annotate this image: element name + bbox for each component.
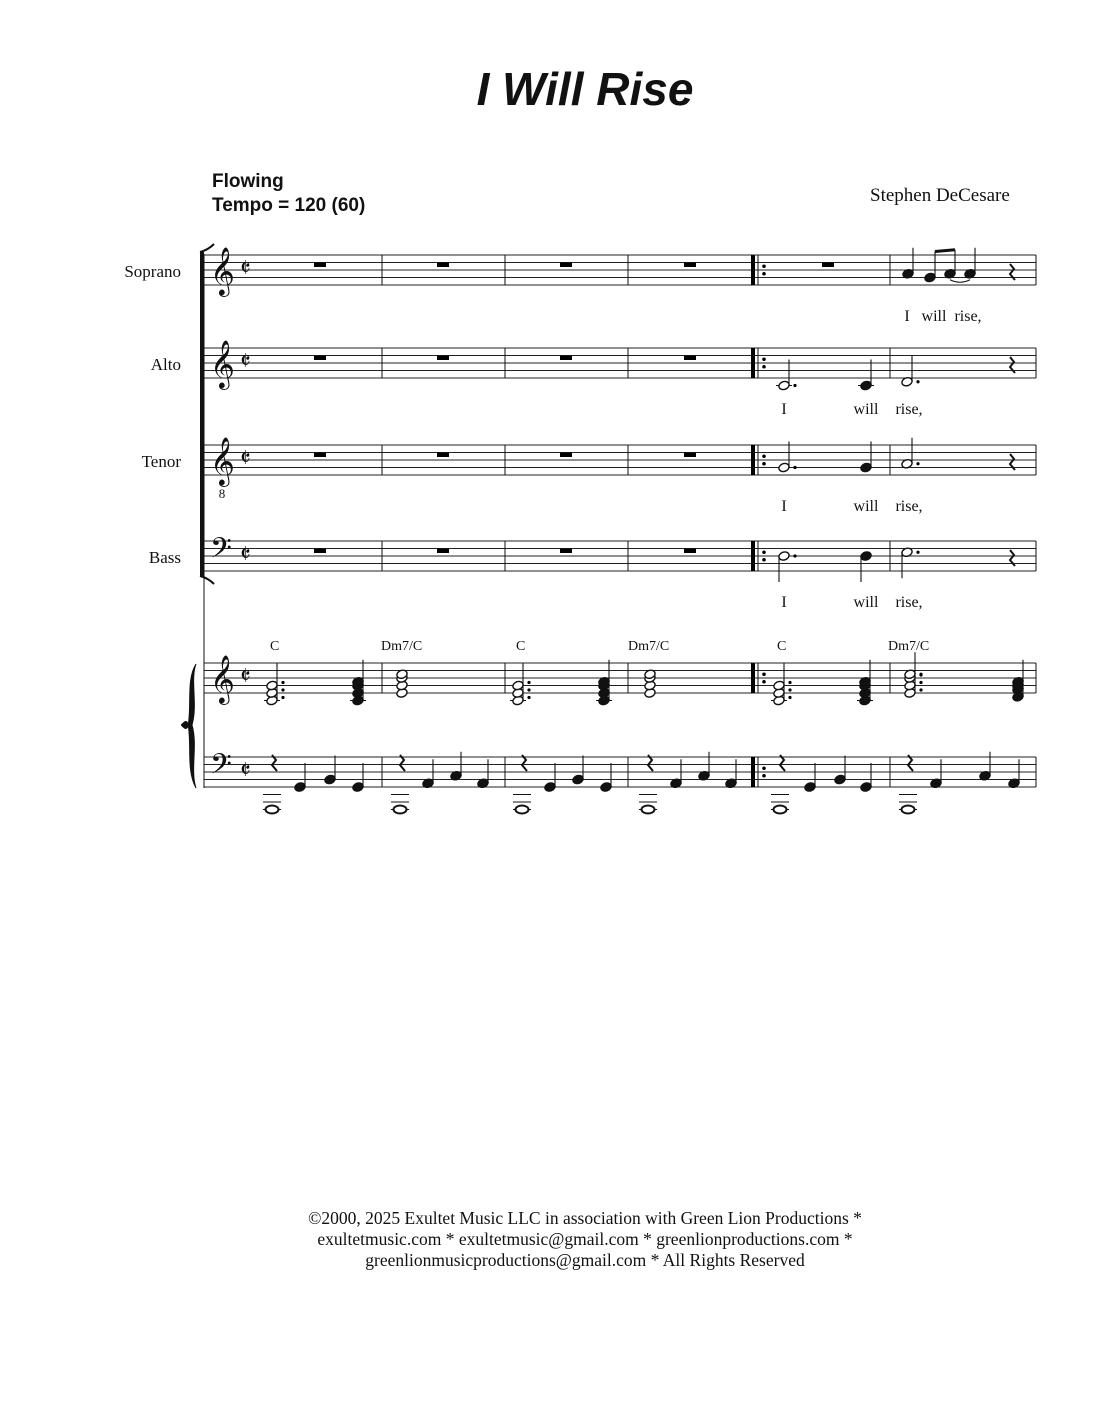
tenor-note (778, 462, 790, 473)
lyric-soprano-3: rise, (954, 308, 982, 325)
whole-rest (314, 549, 326, 554)
lyric-soprano-1: I (904, 308, 910, 325)
lyric-alto-2: will (853, 401, 879, 418)
whole-rest (560, 549, 572, 554)
repeat-dot (762, 766, 766, 770)
part-label-alto: Alto (150, 355, 181, 374)
whole-rest (437, 263, 449, 268)
cut-time-icon: 𝄵 (240, 540, 251, 568)
repeat-dot (762, 462, 766, 466)
repeat-thick-barline (751, 255, 755, 285)
whole-rest (560, 263, 572, 268)
augmentation-dot (788, 681, 791, 684)
repeat-dot (762, 357, 766, 361)
tempo-character: Flowing (212, 171, 284, 192)
cut-time-icon: 𝄵 (240, 347, 251, 375)
repeat-thick-barline (751, 348, 755, 378)
chord-symbol-6: Dm7/C (888, 639, 930, 654)
piano-bass-note (860, 782, 872, 793)
whole-rest (560, 453, 572, 458)
augmentation-dot (281, 681, 284, 684)
augmentation-dot (793, 466, 796, 469)
piano-bass-note (294, 782, 306, 793)
lyric-bass-1: I (781, 594, 787, 611)
lyric-bass-3: rise, (895, 594, 923, 611)
repeat-dot (762, 558, 766, 562)
alto-note (860, 380, 872, 391)
cut-time-icon: 𝄵 (240, 756, 251, 784)
augmentation-dot (919, 681, 922, 684)
whole-note (902, 806, 915, 814)
whole-rest (560, 356, 572, 361)
part-label-bass: Bass (148, 548, 181, 567)
augmentation-dot (788, 696, 791, 699)
piano-bass-note (572, 774, 584, 785)
whole-rest (684, 263, 696, 268)
copyright-line-3: greenlionmusicproductions@gmail.com * All Rights Reserved (365, 1250, 805, 1270)
treble-clef-icon: 𝄞 (210, 339, 235, 388)
augmentation-dot (527, 681, 530, 684)
repeat-dot (762, 672, 766, 676)
composer-name: Stephen DeCesare (870, 185, 1010, 206)
tie (950, 280, 970, 283)
tempo-metronome: Tempo = 120 (60) (212, 195, 366, 216)
lyric-alto-3: rise, (895, 401, 923, 418)
staves (204, 246, 1036, 788)
cut-time-icon: 𝄵 (240, 662, 251, 690)
whole-note (774, 806, 787, 814)
chord-symbol-1: C (270, 639, 280, 654)
lyric-soprano-2: will (921, 308, 947, 325)
repeat-thick-barline (751, 541, 755, 571)
repeat-dot (762, 454, 766, 458)
chord-symbol-5: C (777, 639, 787, 654)
repeat-dot (762, 774, 766, 778)
soprano-note (924, 272, 936, 283)
augmentation-dot (919, 673, 922, 676)
repeat-dot (762, 550, 766, 554)
lyric-tenor-3: rise, (895, 498, 923, 515)
bass-note (860, 551, 872, 562)
augmentation-dot (793, 554, 796, 557)
augmentation-dot (788, 688, 791, 691)
whole-rest (437, 356, 449, 361)
augmentation-dot (919, 688, 922, 691)
piano-bass-note (544, 782, 556, 793)
repeat-thick-barline (751, 445, 755, 475)
piano-bass-note (324, 774, 336, 785)
repeat-dot (762, 264, 766, 268)
lyric-tenor-1: I (781, 498, 787, 515)
repeat-dot (762, 680, 766, 684)
whole-rest (822, 263, 834, 268)
augmentation-dot (916, 551, 919, 554)
piano-bass-note (804, 782, 816, 793)
whole-note (642, 806, 655, 814)
augmentation-dot (793, 384, 796, 387)
part-label-tenor: Tenor (141, 452, 181, 471)
bass-clef-icon: 𝄢 (210, 748, 232, 788)
repeat-dot (762, 365, 766, 369)
tenor-octave-marker: 8 (218, 486, 226, 501)
repeat-dot (762, 272, 766, 276)
beam (935, 250, 955, 252)
cut-time-icon: 𝄵 (240, 444, 251, 472)
chord-symbol-2: Dm7/C (381, 639, 423, 654)
chord-symbol-3: C (516, 639, 526, 654)
whole-rest (437, 453, 449, 458)
bass-clef-icon: 𝄢 (210, 532, 232, 572)
notes (263, 248, 1024, 814)
whole-rest (684, 356, 696, 361)
whole-rest (684, 549, 696, 554)
cut-time-icon: 𝄵 (240, 254, 251, 282)
copyright-line-1: ©2000, 2025 Exultet Music LLC in association with Green Lion Productions * (308, 1208, 862, 1228)
repeat-thick-barline (751, 663, 755, 693)
piano-bass-note (352, 782, 364, 793)
whole-rest (314, 453, 326, 458)
whole-rest (314, 356, 326, 361)
part-label-soprano: Soprano (124, 262, 181, 281)
copyright-line-2: exultetmusic.com * exultetmusic@gmail.com * greenlionproductions.com * (317, 1229, 853, 1249)
whole-rest (684, 453, 696, 458)
chord-symbol-4: Dm7/C (628, 639, 670, 654)
augmentation-dot (281, 688, 284, 691)
augmentation-dot (527, 688, 530, 691)
song-title: I Will Rise (476, 63, 694, 115)
lyric-tenor-2: will (853, 498, 879, 515)
whole-rest (314, 263, 326, 268)
copyright-footer (250, 1208, 920, 1271)
whole-note (516, 806, 529, 814)
whole-note (394, 806, 407, 814)
augmentation-dot (281, 696, 284, 699)
piano-bass-note (834, 774, 846, 785)
alto-note (778, 380, 790, 391)
augmentation-dot (916, 462, 919, 465)
lyric-bass-2: will (853, 594, 879, 611)
treble-clef-icon: 𝄞 (210, 436, 235, 485)
bass-note (778, 551, 790, 562)
whole-note (266, 806, 279, 814)
augmentation-dot (916, 380, 919, 383)
repeat-thick-barline (751, 757, 755, 787)
lyric-alto-1: I (781, 401, 787, 418)
piano-brace (181, 664, 196, 788)
whole-rest (437, 549, 449, 554)
augmentation-dot (527, 696, 530, 699)
tenor-note (860, 462, 872, 473)
treble-clef-icon: 𝄞 (210, 246, 235, 295)
piano-bass-note (600, 782, 612, 793)
treble-clef-icon: 𝄞 (210, 654, 235, 703)
